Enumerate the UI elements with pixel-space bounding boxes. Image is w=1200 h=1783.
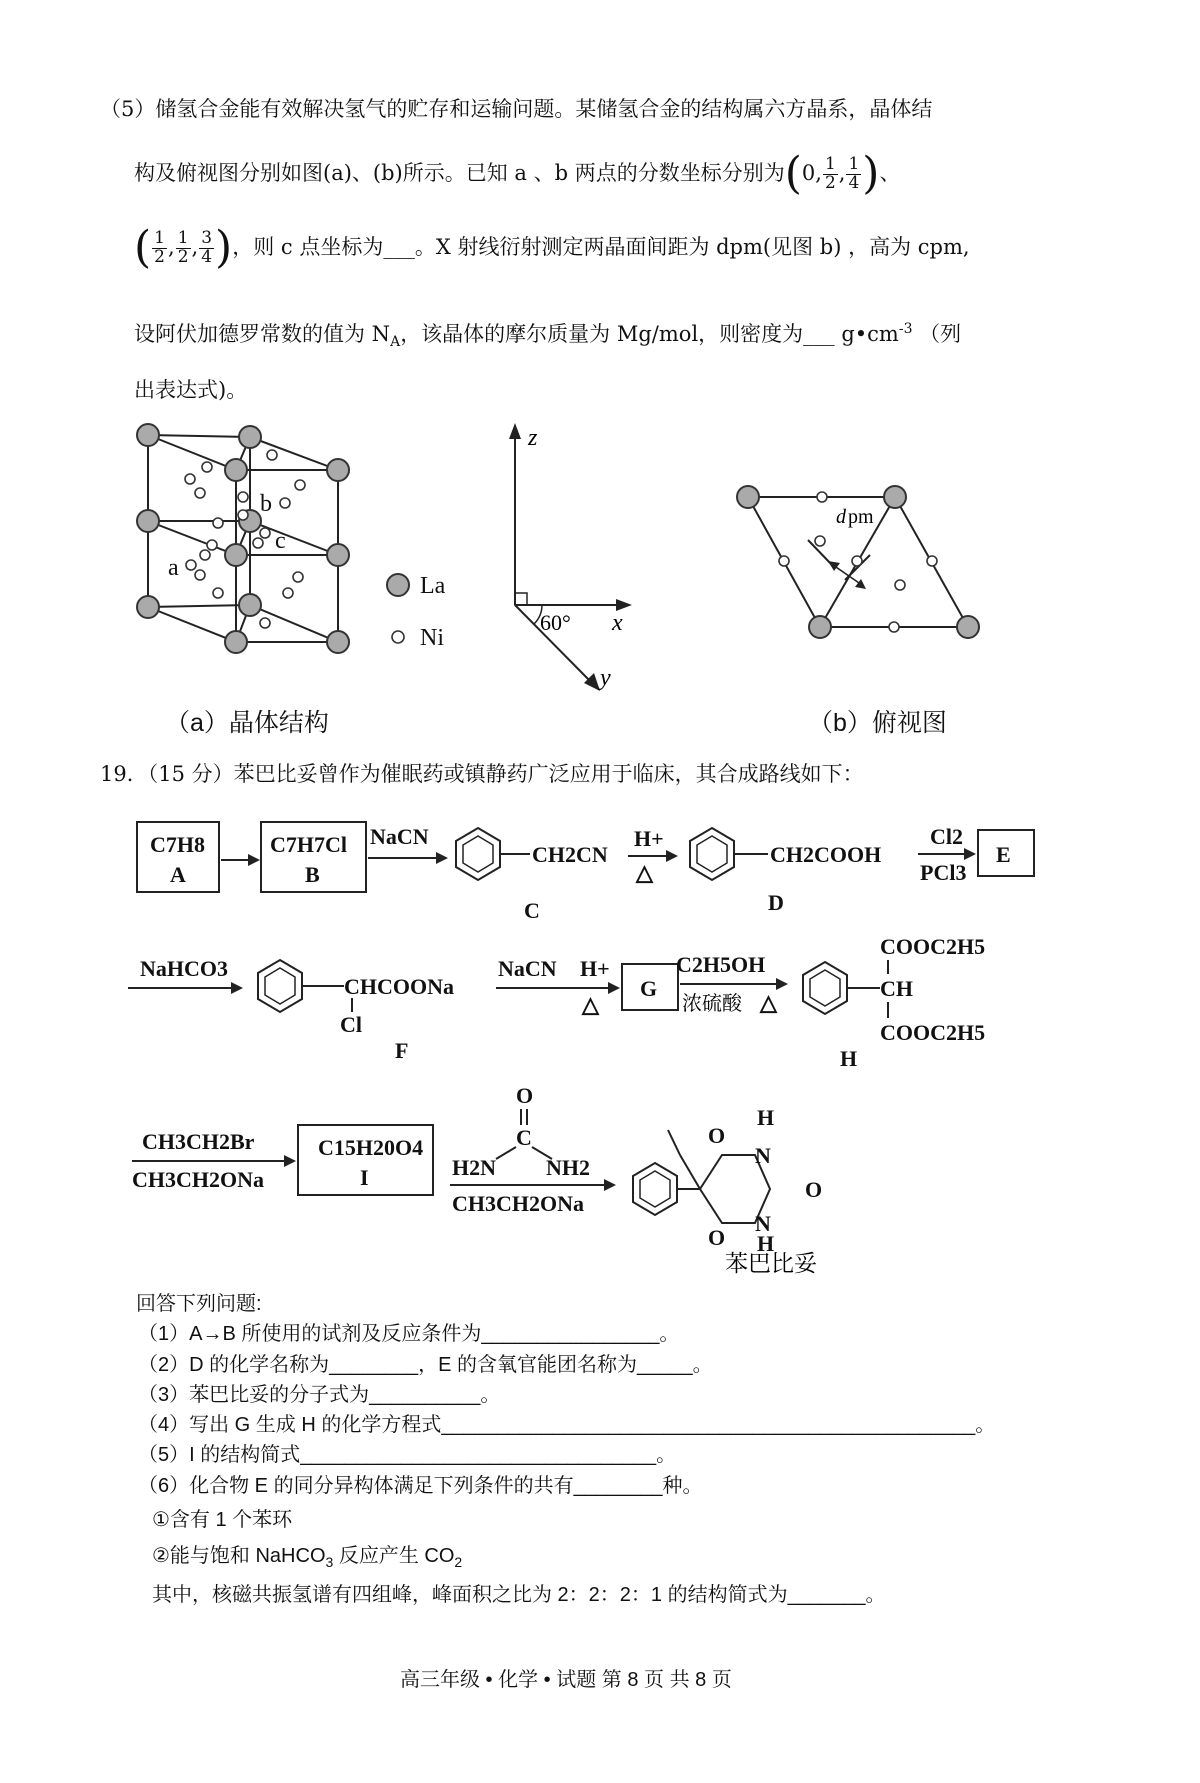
axis-y: y: [600, 665, 611, 691]
reagent-pcl3: PCl3: [920, 860, 967, 885]
q19-item-4: （4）写出 G 生成 H 的化学方程式________________________________________________。: [138, 1414, 996, 1436]
I-label: I: [360, 1165, 369, 1190]
coord-a-0: 0,: [801, 160, 822, 185]
synthesis-row-1: [0, 810, 1200, 930]
H-label: H: [840, 1046, 858, 1070]
cond2-sub: 3: [325, 1554, 334, 1570]
reagent-ethoxide-1: CH3CH2ONa: [132, 1167, 264, 1192]
urea-h2n: H2N: [452, 1155, 496, 1180]
q5-line2: 构及俯视图分别如图(a)、(b)所示。已知 a 、b 两点的分数坐标分别为(0, $\frac{1}{2}$ , $\frac{1}{4}$ )、: [134, 148, 901, 199]
la-legend-icon: [387, 574, 409, 596]
axis-z: z: [528, 425, 538, 451]
cond2-a: ②能与饱和 NaHCO: [152, 1545, 326, 1567]
q19-item-5: （5）I 的结构简式________________________________。: [138, 1444, 677, 1466]
axis-angle: 60°: [540, 610, 571, 635]
crystal-figures: [0, 415, 1200, 745]
B-formula: C7H7Cl: [270, 832, 347, 857]
ring-o2: O: [805, 1177, 823, 1202]
q5-line4: [134, 321, 961, 351]
coord-b-n2: 1: [177, 228, 189, 249]
ring-n2: N: [755, 1211, 771, 1236]
top-view-figure: [737, 486, 979, 638]
H-bot: COOC2H5: [880, 1020, 986, 1045]
coord-a-n1: 1: [824, 154, 836, 175]
q5-line1: （5）储氢合金能有效解决氢气的贮存和运输问题。某储氢合金的结构属六方晶系，晶体结: [100, 97, 933, 121]
reagent-nacn-2: NaCN: [498, 956, 557, 981]
q19-prompt: 回答下列问题:: [136, 1293, 262, 1315]
q5-line4-sub: A: [390, 334, 401, 351]
reagent-nahco3: NaHCO3: [140, 956, 228, 981]
reagent-nacn-1: NaCN: [370, 824, 429, 849]
ring-o3: O: [708, 1225, 726, 1250]
q19-item-1: （1）A→B 所使用的试剂及反应条件为________________。: [138, 1323, 680, 1345]
legend-ni: Ni: [420, 625, 444, 651]
D-group: CH2COOH: [770, 842, 882, 867]
coord-b-d2: 2: [177, 246, 189, 267]
reagent-ethyl-bromide: CH3CH2Br: [142, 1129, 255, 1154]
q5-after-a: 、: [879, 160, 901, 185]
q19-cond-2: [152, 1544, 462, 1571]
q5-line3: ( $\frac{1}{2}$ , $\frac{1}{2}$ , $\frac{3}{4}$ )，则 c 点坐标为___。X 射线衍射测定两晶面间距为 dpm(见图 b) ，高为 cpm,: [134, 222, 970, 273]
caption-b: （b）俯视图: [808, 709, 947, 737]
caption-a: （a）晶体结构: [165, 709, 329, 737]
q5-line2-text: 构及俯视图分别如图(a)、(b)所示。已知 a 、b 两点的分数坐标分别为: [134, 160, 785, 185]
ring-h2: H: [757, 1231, 775, 1256]
F-label: F: [395, 1038, 409, 1063]
q5-line5: 出表达式)。: [134, 378, 248, 402]
axis-x: x: [612, 610, 623, 636]
page-footer: 高三年级 • 化学 • 试题 第 8 页 共 8 页: [400, 1669, 732, 1691]
ring-n1: N: [755, 1143, 771, 1168]
urea-nh2: NH2: [546, 1155, 590, 1180]
legend-la: La: [420, 573, 446, 599]
q5-line3-text: ，则 c 点坐标为___。X 射线衍射测定两晶面间距为 dpm(见图 b) ，高为 cpm,: [232, 234, 970, 259]
coord-b-d3: 4: [201, 246, 213, 267]
ring-o1: O: [708, 1123, 726, 1148]
D-label: D: [768, 890, 784, 915]
q5-line4-c: （列: [912, 322, 962, 346]
coord-a-n2: 1: [848, 154, 860, 175]
A-formula: C7H8: [150, 832, 205, 857]
E-label: E: [996, 842, 1011, 867]
C-label: C: [524, 898, 540, 923]
ni-legend-icon: [392, 631, 404, 643]
reagent-cl2: Cl2: [930, 824, 963, 849]
q5-line4-a: 设阿伏加德罗常数的值为 N: [134, 322, 391, 346]
q19-item-3: （3）苯巴比妥的分子式为__________。: [138, 1384, 501, 1406]
coord-b-d1: 2: [154, 246, 165, 267]
reagent-h2so4: 浓硫酸: [682, 993, 742, 1015]
urea-o: O: [516, 1083, 534, 1108]
q5-line4-b: ，该晶体的摩尔质量为 Mg/mol，则密度为___ g•cm: [400, 322, 899, 346]
q19-cond-1: ①含有 1 个苯环: [152, 1509, 293, 1531]
label-c: c: [275, 528, 286, 554]
heat-1: △: [636, 860, 653, 885]
cond2-sub2: 2: [454, 1554, 463, 1570]
reagent-h-1: H+: [634, 826, 664, 851]
heat-3: △: [760, 990, 777, 1015]
product-name: 苯巴比妥: [725, 1250, 817, 1275]
H-top: COOC2H5: [880, 934, 986, 959]
ring-h1: H: [757, 1105, 775, 1130]
q19-item-6: （6）化合物 E 的同分异构体满足下列条件的共有________种。: [138, 1475, 703, 1497]
synthesis-row-3: [0, 1075, 1200, 1275]
label-a: a: [168, 555, 179, 581]
coord-b-n3: 3: [201, 228, 213, 249]
d-label: d: [836, 506, 846, 528]
reagent-ethanol: C2H5OH: [676, 952, 766, 977]
coord-a-d2: 4: [848, 172, 860, 193]
coord-b-n1: 1: [154, 228, 165, 249]
I-formula: C15H20O4: [318, 1135, 424, 1160]
heat-2: △: [582, 992, 599, 1017]
reagent-ethoxide-2: CH3CH2ONa: [452, 1191, 584, 1216]
q19-last: 其中，核磁共振氢谱有四组峰，峰面积之比为 2：2：2：1 的结构简式为_______。: [152, 1584, 886, 1606]
C-group: CH2CN: [532, 842, 608, 867]
B-label: B: [305, 862, 320, 887]
q19-header: 19．（15 分）苯巴比妥曾作为催眠药或镇静药广泛应用于临床，其合成路线如下：: [100, 762, 864, 786]
cond2-b: 反应产生 CO: [333, 1545, 455, 1567]
pm-label: pm: [848, 506, 874, 528]
coordinate-axes: [509, 423, 632, 691]
q19-item-2: （2）D 的化学名称为________，E 的含氧官能团名称为_____。: [138, 1354, 713, 1376]
urea-c: C: [516, 1125, 532, 1150]
F-group: CHCOONa: [344, 974, 454, 999]
A-label: A: [170, 862, 186, 887]
F-cl: Cl: [340, 1012, 362, 1037]
H-mid: CH: [880, 976, 913, 1001]
q5-line4-sup: -3: [898, 321, 913, 337]
label-b: b: [260, 491, 272, 517]
reagent-h-2: H+: [580, 956, 610, 981]
G-label: G: [640, 976, 658, 1001]
synthesis-row-2: [0, 930, 1200, 1070]
coord-a-d1: 2: [824, 172, 836, 193]
coord-a-sep: ,: [838, 160, 846, 185]
crystal-structure-figure: [137, 424, 446, 653]
